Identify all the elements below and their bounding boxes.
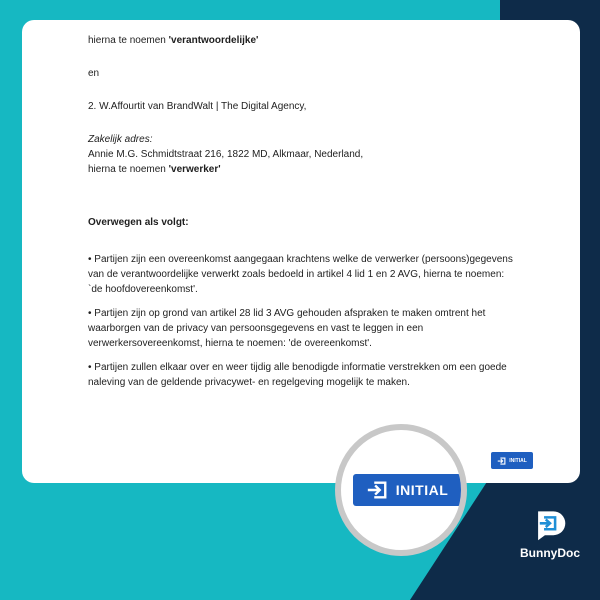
verantwoordelijke-term: 'verantwoordelijke' <box>168 35 259 46</box>
bullet-2: • Partijen zijn op grond van artikel 28 lid 3 AVG gehouden afspraken te maken omtrent het waarborgen van de privacy van persoonsgegevens en vast te leggen in een verwerkersovereenkomst, hierna te noemen: 'de overeenkomst'. <box>88 308 486 349</box>
initial-button[interactable] <box>353 474 461 506</box>
section-heading: Overwegen als volgt: <box>88 217 189 228</box>
initial-label: INITIAL <box>395 482 449 498</box>
address-label: Zakelijk adres: <box>88 134 153 145</box>
arrow-into-box-icon <box>497 457 506 465</box>
arrow-into-box-icon <box>366 480 388 500</box>
party2-line: 2. W.Affourtit van BrandWalt | The Digital Agency, <box>88 101 307 112</box>
bullet-1: • Partijen zijn een overeenkomst aangegaan krachtens welke de verwerker (persoons)gegevens van de verantwoordelijke verwerkt zoals bedoeld in artikel 4 lid 1 en 2 AVG, hierna te noemen: `de hoofdovereenkomst'. <box>88 254 513 295</box>
address-line: Annie M.G. Schmidtstraat 216, 1822 MD, Alkmaar, Nederland, <box>88 149 364 160</box>
party1-designation: hierna te noemen 'verantwoordelijke' <box>88 35 259 46</box>
zoom-magnifier <box>335 424 467 556</box>
initial-label-small: INITIAL <box>509 457 527 464</box>
bunnydoc-brand <box>508 508 592 560</box>
verwerker-term: 'verwerker' <box>168 164 221 175</box>
bullet-3: • Partijen zullen elkaar over en weer tijdig alle benodigde informatie verstrekken om een goede naleving van de geldende privacywet- en regelgeving mogelijk te maken. <box>88 362 507 388</box>
bunnydoc-logo-icon <box>533 508 567 542</box>
conjunction-en: en <box>88 68 100 79</box>
party2-designation: hierna te noemen 'verwerker' <box>88 164 221 175</box>
brand-name: BunnyDoc <box>520 546 580 560</box>
initial-field-small[interactable] <box>491 452 533 469</box>
document-text <box>88 33 518 390</box>
